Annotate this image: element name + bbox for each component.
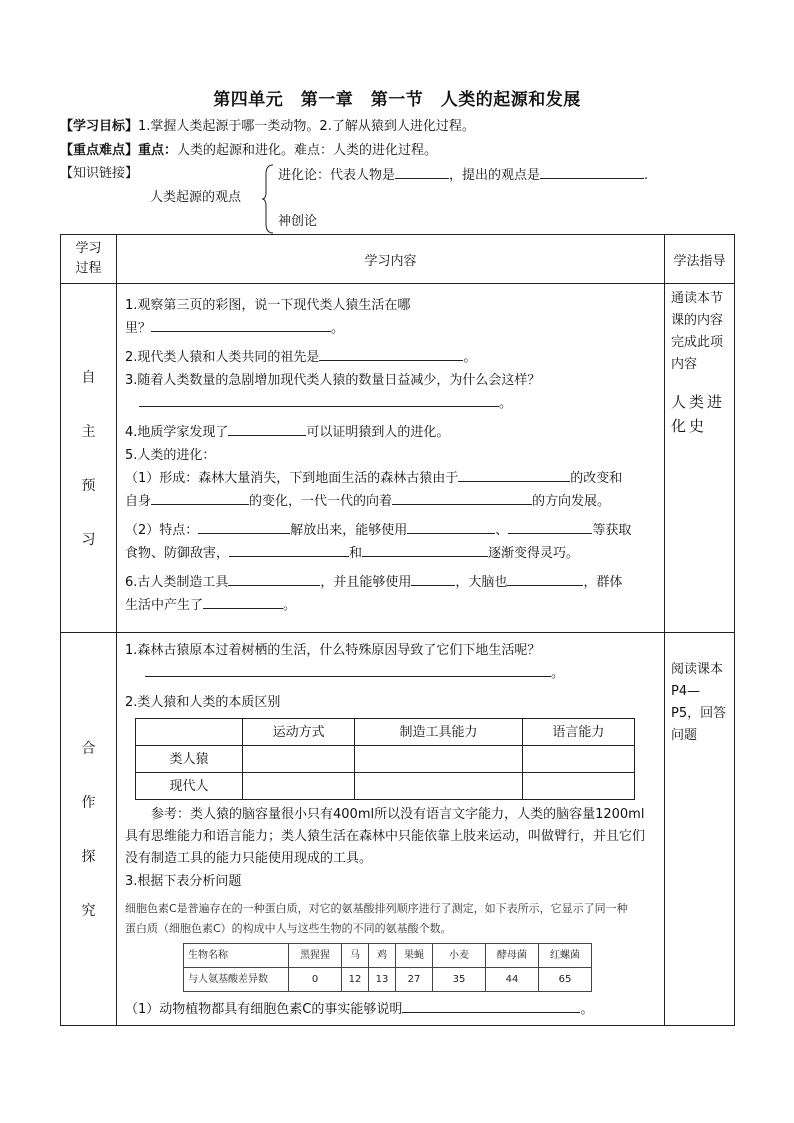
table-header-row bbox=[61, 235, 735, 284]
section-cooperative bbox=[61, 633, 735, 1026]
section-content: 1.观察第三页的彩图，说一下现代类人猿生活在哪 里？ 。 2.现代类人猿和人类共同的祖先是 。 3.随着人类数量的急剧增加现代类人猿的数量日益减少，为什么会这样？ 。 4.地质学家发现了 可以证明猿到人的进化。 5.人类的进化： （1）形成：森林大量消失，下到地面生活的森林古猿由于 的改变和 自身 的变化，一代一代的向着 的方向发展。 （2）特点： 解放出来，能够使用 、 等获取 食物、防御敌害， 和 逐渐变得灵巧。 6.古人类制造工具 ，并且能够使用 ，大脑也 ，群体 生活中产生了 。 bbox=[117, 284, 665, 633]
amino-acid-table: 生物名称 黑猩猩 马 鸡 果蝇 小麦 酵母菌 红螺菌 与人氨基酸差异数 0 12 13 27 35 44 65 bbox=[183, 943, 592, 992]
answer-blank[interactable] bbox=[151, 317, 331, 332]
answer-blank[interactable] bbox=[508, 519, 592, 534]
study-table bbox=[60, 234, 735, 1026]
answer-cell[interactable] bbox=[243, 746, 355, 773]
answer-blank[interactable] bbox=[458, 467, 570, 482]
answer-blank[interactable] bbox=[145, 662, 551, 677]
answer-blank[interactable] bbox=[507, 571, 583, 586]
section-label: 合 作 探 究 bbox=[61, 633, 117, 1026]
answer-blank[interactable] bbox=[407, 519, 495, 534]
section-guide: 阅读课本P4—P5，回答问题 bbox=[665, 633, 735, 1026]
difficulty-line bbox=[60, 141, 437, 161]
note-line: 细胞色素C是普遍存在的一种蛋白质，对它的氨基酸排列顺序进行了测定，如下表所示，它显示了同一种 bbox=[125, 902, 628, 915]
section-label: 自 主 预 习 bbox=[61, 284, 117, 633]
answer-blank[interactable] bbox=[151, 490, 249, 505]
answer-blank[interactable] bbox=[402, 998, 580, 1013]
answer-blank[interactable] bbox=[228, 421, 306, 436]
answer-cell[interactable] bbox=[522, 746, 634, 773]
answer-blank[interactable] bbox=[411, 571, 455, 586]
knowledge-topic: 人类起源的观点 bbox=[150, 190, 242, 205]
comparison-table: 运动方式 制造工具能力 语言能力 类人猿 现代人 bbox=[135, 718, 635, 800]
difficulty-key: 重点： bbox=[138, 143, 178, 158]
answer-cell[interactable] bbox=[243, 773, 355, 800]
answer-cell[interactable] bbox=[355, 773, 522, 800]
difficulty-text: 人类的起源和进化。难点：人类的进化过程。 bbox=[177, 143, 438, 158]
section-guide: 通读本节课的内容完成此项内容 人类进化史 bbox=[665, 284, 735, 633]
difficulty-label: 【重点难点】 bbox=[60, 143, 139, 158]
evolution-line: 进化论：代表人物是 ，提出的观点是 . bbox=[278, 164, 648, 186]
answer-blank[interactable] bbox=[229, 542, 349, 557]
objectives-label: 【学习目标】 bbox=[60, 119, 139, 134]
section-self-study bbox=[61, 284, 735, 633]
page-title: 第四单元 第一章 第一节 人类的起源和发展 bbox=[213, 90, 581, 110]
answer-blank[interactable] bbox=[392, 490, 532, 505]
answer-blank[interactable] bbox=[540, 164, 644, 179]
knowledge-label: 【知识链接】 bbox=[60, 166, 139, 181]
answer-blank[interactable] bbox=[203, 594, 283, 609]
creationism-line: 神创论 bbox=[278, 214, 318, 229]
header-process: 学习过程 bbox=[61, 235, 117, 284]
brace-icon bbox=[262, 164, 274, 234]
answer-blank[interactable] bbox=[395, 164, 449, 179]
answer-blank[interactable] bbox=[362, 542, 488, 557]
answer-cell[interactable] bbox=[355, 746, 522, 773]
objectives-line bbox=[60, 117, 475, 137]
header-guide: 学法指导 bbox=[665, 235, 735, 284]
reference-text: 参考：类人猿的脑容量很小只有400ml所以没有语言文字能力，人类的脑容量1200ml具有思维能力和语言能力；类人猿生活在森林中只能依靠上肢来运动，叫做臂行，并且它们没有制造工具的能力只能使用现成的工具。 bbox=[125, 807, 646, 866]
header-content: 学习内容 bbox=[117, 235, 665, 284]
answer-blank[interactable] bbox=[228, 571, 320, 586]
section-content: 1.森林古猿原本过着树栖的生活，什么特殊原因导致了它们下地生活呢？ 。 2.类人猿和人类的本质区别 运动方式 制造工具能力 语言能力 类人猿 现代人 参考：类人猿的脑容量很小只有400ml所以没有语言文字能力，人类的脑容量1200ml具有思维能力和语言能力；类人猿生活在森林中只能依靠上肢来运动，叫做臂行，并且它们没有制造工具的能力只能使用现成的工具。 3.根据下表分析问题 细胞色素C是普遍存在的一种蛋白质，对它的氨基酸排列顺序进行了测定，如下表所示，它显示了同一种 蛋白质（细胞色素C）的构成中人与这些生物的不同的氨基酸个数。 生物名称 黑猩猩 马 鸡 果蝇 小麦 酵母菌 红螺菌 与人氨基酸差异数 0 12 13 27 35 44 65 （1）动物植物都具有细胞色素C的事实能够说明 。 bbox=[117, 633, 665, 1026]
answer-cell[interactable] bbox=[522, 773, 634, 800]
answer-blank[interactable] bbox=[198, 519, 290, 534]
answer-blank[interactable] bbox=[139, 392, 499, 407]
objectives-text: 1.掌握人类起源于哪一类动物。2.了解从猿到人进化过程。 bbox=[138, 119, 475, 134]
note-line: 蛋白质（细胞色素C）的构成中人与这些生物的不同的氨基酸个数。 bbox=[125, 922, 452, 935]
answer-blank[interactable] bbox=[319, 346, 463, 361]
